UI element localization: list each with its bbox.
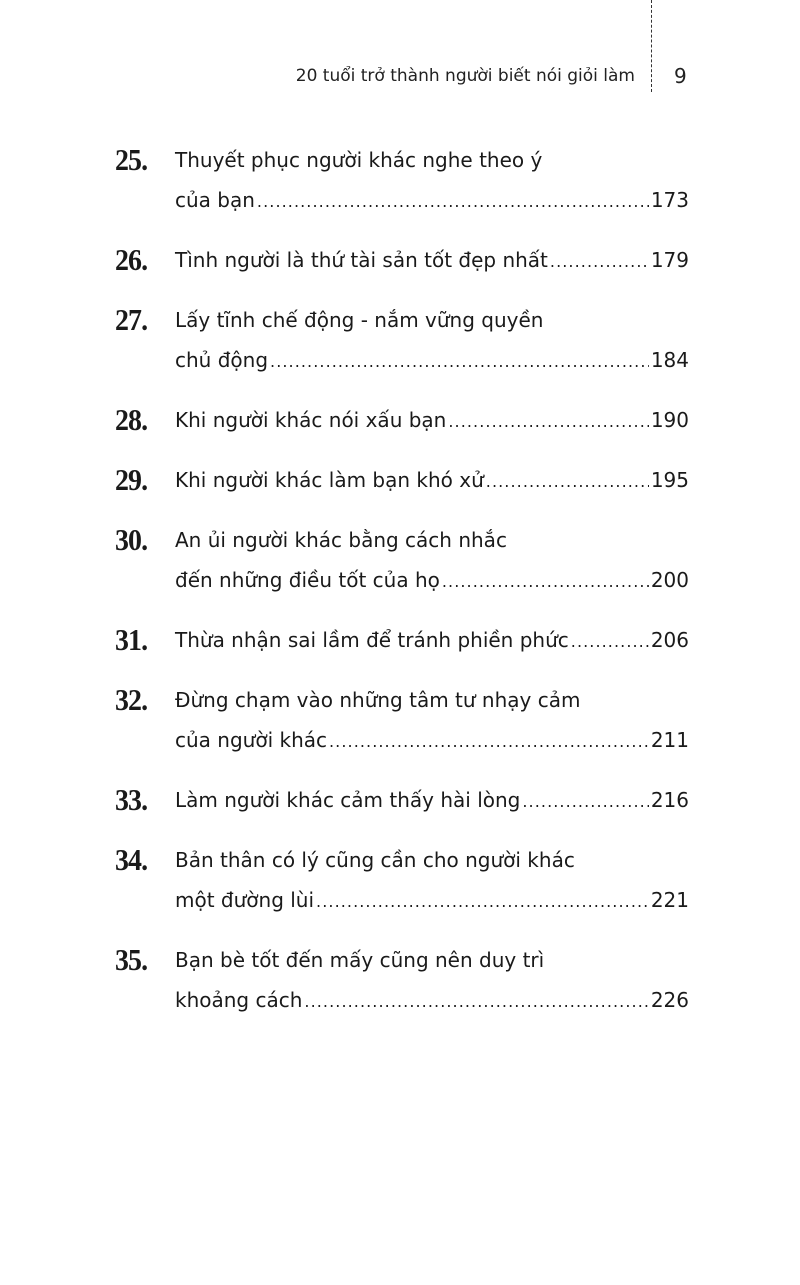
chapter-number: 32. (115, 682, 148, 717)
chapter-number: 25. (115, 142, 148, 177)
chapter-number: 31. (115, 622, 148, 657)
chapter-title-line: Khi người khác làm bạn khó xử (175, 468, 484, 492)
chapter-title-line: của bạn (175, 188, 255, 212)
dot-leader (270, 342, 649, 382)
chapter-title-line: của người khác (175, 728, 327, 752)
chapter-number: 28. (115, 402, 148, 437)
chapter-page-number: 226 (650, 988, 689, 1012)
chapter-title-line: Thuyết phục người khác nghe theo ý (175, 148, 543, 172)
page-number: 9 (674, 64, 687, 88)
dot-leader (448, 402, 648, 442)
toc-entry[interactable] (115, 780, 689, 822)
table-of-contents (115, 140, 689, 1040)
chapter-page-number: 190 (650, 408, 689, 432)
dot-leader (571, 622, 649, 662)
toc-entry[interactable] (115, 240, 689, 282)
chapter-page-number: 179 (650, 248, 689, 272)
chapter-title-line: chủ động (175, 348, 269, 372)
chapter-number: 29. (115, 462, 148, 497)
chapter-number: 34. (115, 842, 148, 877)
chapter-title-line: An ủi người khác bằng cách nhắc (175, 528, 507, 552)
dot-leader (257, 182, 649, 222)
chapter-page-number: 216 (650, 788, 689, 812)
chapter-number: 27. (115, 302, 148, 337)
chapter-page-number: 184 (650, 348, 689, 372)
chapter-title-line: Khi người khác nói xấu bạn (175, 408, 447, 432)
chapter-page-number: 206 (650, 628, 689, 652)
running-title: 20 tuổi trở thành người biết nói giỏi làm (295, 66, 635, 86)
chapter-title-line: Lấy tĩnh chế động - nắm vững quyền (175, 308, 544, 332)
dot-leader (304, 982, 648, 1022)
toc-entry[interactable] (115, 300, 689, 382)
chapter-page-number: 211 (650, 728, 689, 752)
chapter-page-number: 221 (650, 888, 689, 912)
chapter-title-line: một đường lùi (175, 888, 315, 912)
header-divider (651, 0, 652, 92)
toc-entry[interactable] (115, 400, 689, 442)
chapter-page-number: 200 (650, 568, 689, 592)
toc-entry[interactable] (115, 520, 689, 602)
dot-leader (329, 722, 649, 762)
toc-entry[interactable] (115, 940, 689, 1022)
chapter-title-line: Làm người khác cảm thấy hài lòng (175, 788, 521, 812)
chapter-title-line: Bản thân có lý cũng cần cho người khác (175, 848, 575, 872)
dot-leader (550, 242, 649, 282)
chapter-page-number: 173 (650, 188, 689, 212)
toc-entry[interactable] (115, 680, 689, 762)
chapter-page-number: 195 (650, 468, 689, 492)
toc-entry[interactable] (115, 140, 689, 222)
chapter-number: 35. (115, 942, 148, 977)
toc-entry[interactable] (115, 460, 689, 502)
chapter-title-line: Thừa nhận sai lầm để tránh phiền phức (175, 628, 569, 652)
chapter-title-line: đến những điều tốt của họ (175, 568, 440, 592)
dot-leader (316, 882, 649, 922)
dot-leader (522, 782, 648, 822)
chapter-title-line: Đừng chạm vào những tâm tư nhạy cảm (175, 688, 581, 712)
chapter-title-line: khoảng cách (175, 988, 303, 1012)
toc-entry[interactable] (115, 620, 689, 662)
chapter-number: 30. (115, 522, 148, 557)
chapter-number: 26. (115, 242, 148, 277)
toc-entry[interactable] (115, 840, 689, 922)
dot-leader (486, 462, 649, 502)
dot-leader (442, 562, 649, 602)
chapter-title-line: Tình người là thứ tài sản tốt đẹp nhất (175, 248, 548, 272)
chapter-number: 33. (115, 782, 148, 817)
chapter-title-line: Bạn bè tốt đến mấy cũng nên duy trì (175, 948, 545, 972)
